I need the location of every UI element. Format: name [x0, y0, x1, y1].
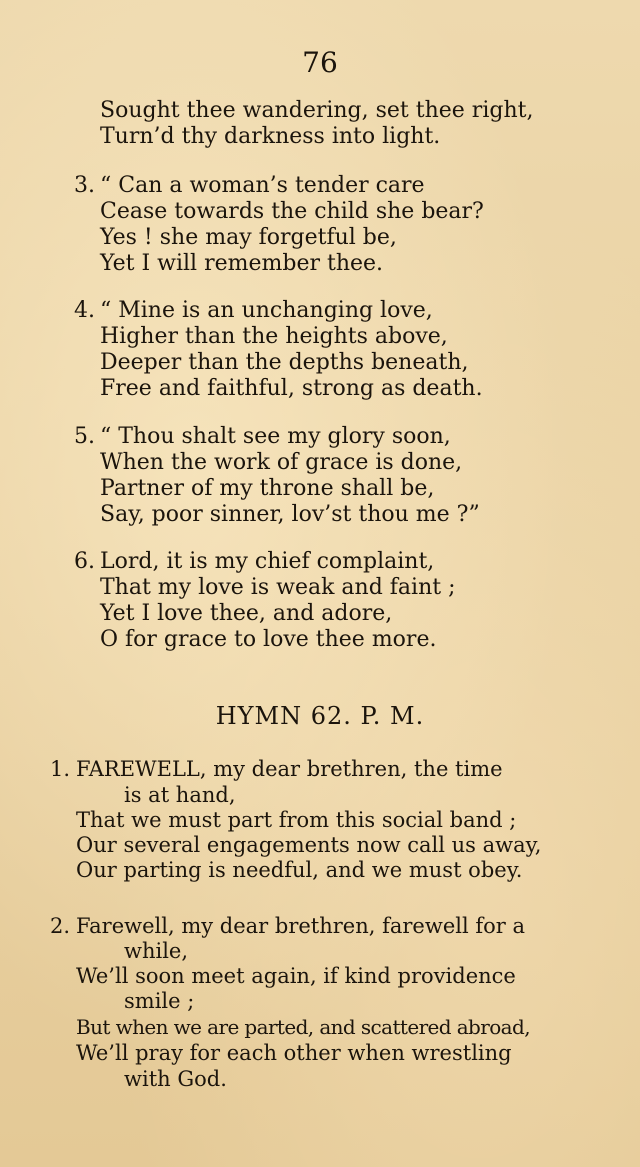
verse-line: Higher than the heights above, — [100, 324, 448, 349]
verse-line: Our parting is needful, and we must obey. — [76, 858, 523, 882]
verse-line: with God. — [124, 1067, 227, 1091]
verse-line: We’ll soon meet again, if kind providence — [76, 964, 516, 988]
verse-line: while, — [124, 939, 189, 963]
stanza-number: 3. — [74, 173, 95, 198]
verse-line: Partner of my throne shall be, — [100, 476, 435, 501]
verse-line: is at hand, — [124, 783, 236, 807]
page-number: 76 — [302, 46, 338, 79]
verse-line: But when we are parted, and scattered abroad, — [76, 1015, 530, 1039]
verse-line: “ Mine is an unchanging love, — [100, 298, 433, 323]
stanza-number: 6. — [74, 549, 95, 574]
verse-line: We’ll pray for each other when wrestling — [76, 1041, 512, 1065]
verse-line: Yet I love thee, and adore, — [100, 601, 393, 626]
verse-line: Turn’d thy darkness into light. — [100, 124, 441, 149]
verse-line: Deeper than the depths beneath, — [100, 350, 469, 375]
verse-line: Sought thee wandering, set thee right, — [100, 98, 534, 123]
verse-line: Free and faithful, strong as death. — [100, 376, 483, 401]
verse-line: Our several engagements now call us away, — [76, 833, 542, 857]
verse-line: Cease towards the child she bear? — [100, 199, 484, 224]
verse-line: Lord, it is my chief complaint, — [100, 549, 435, 574]
verse-line: That we must part from this social band ; — [76, 808, 517, 832]
stanza-number: 4. — [74, 298, 95, 323]
stanza-number: 1. — [50, 757, 71, 781]
verse-line: Yes ! she may forgetful be, — [100, 225, 397, 250]
verse-line: Yet I will remember thee. — [100, 251, 384, 276]
stanza-number: 5. — [74, 424, 95, 449]
verse-line: FAREWELL, my dear brethren, the time — [76, 757, 503, 781]
stanza-number: 2. — [50, 914, 71, 938]
hymn-title: HYMN 62. P. M. — [215, 702, 425, 730]
verse-line: “ Can a woman’s tender care — [100, 173, 425, 198]
verse-line: smile ; — [124, 989, 195, 1013]
verse-line: O for grace to love thee more. — [100, 627, 437, 652]
verse-line: “ Thou shalt see my glory soon, — [100, 424, 451, 449]
verse-line: Farewell, my dear brethren, farewell for a — [76, 914, 526, 938]
verse-line: When the work of grace is done, — [100, 450, 463, 475]
verse-line: Say, poor sinner, lov’st thou me ?” — [100, 502, 480, 527]
verse-line: That my love is weak and faint ; — [100, 575, 456, 600]
